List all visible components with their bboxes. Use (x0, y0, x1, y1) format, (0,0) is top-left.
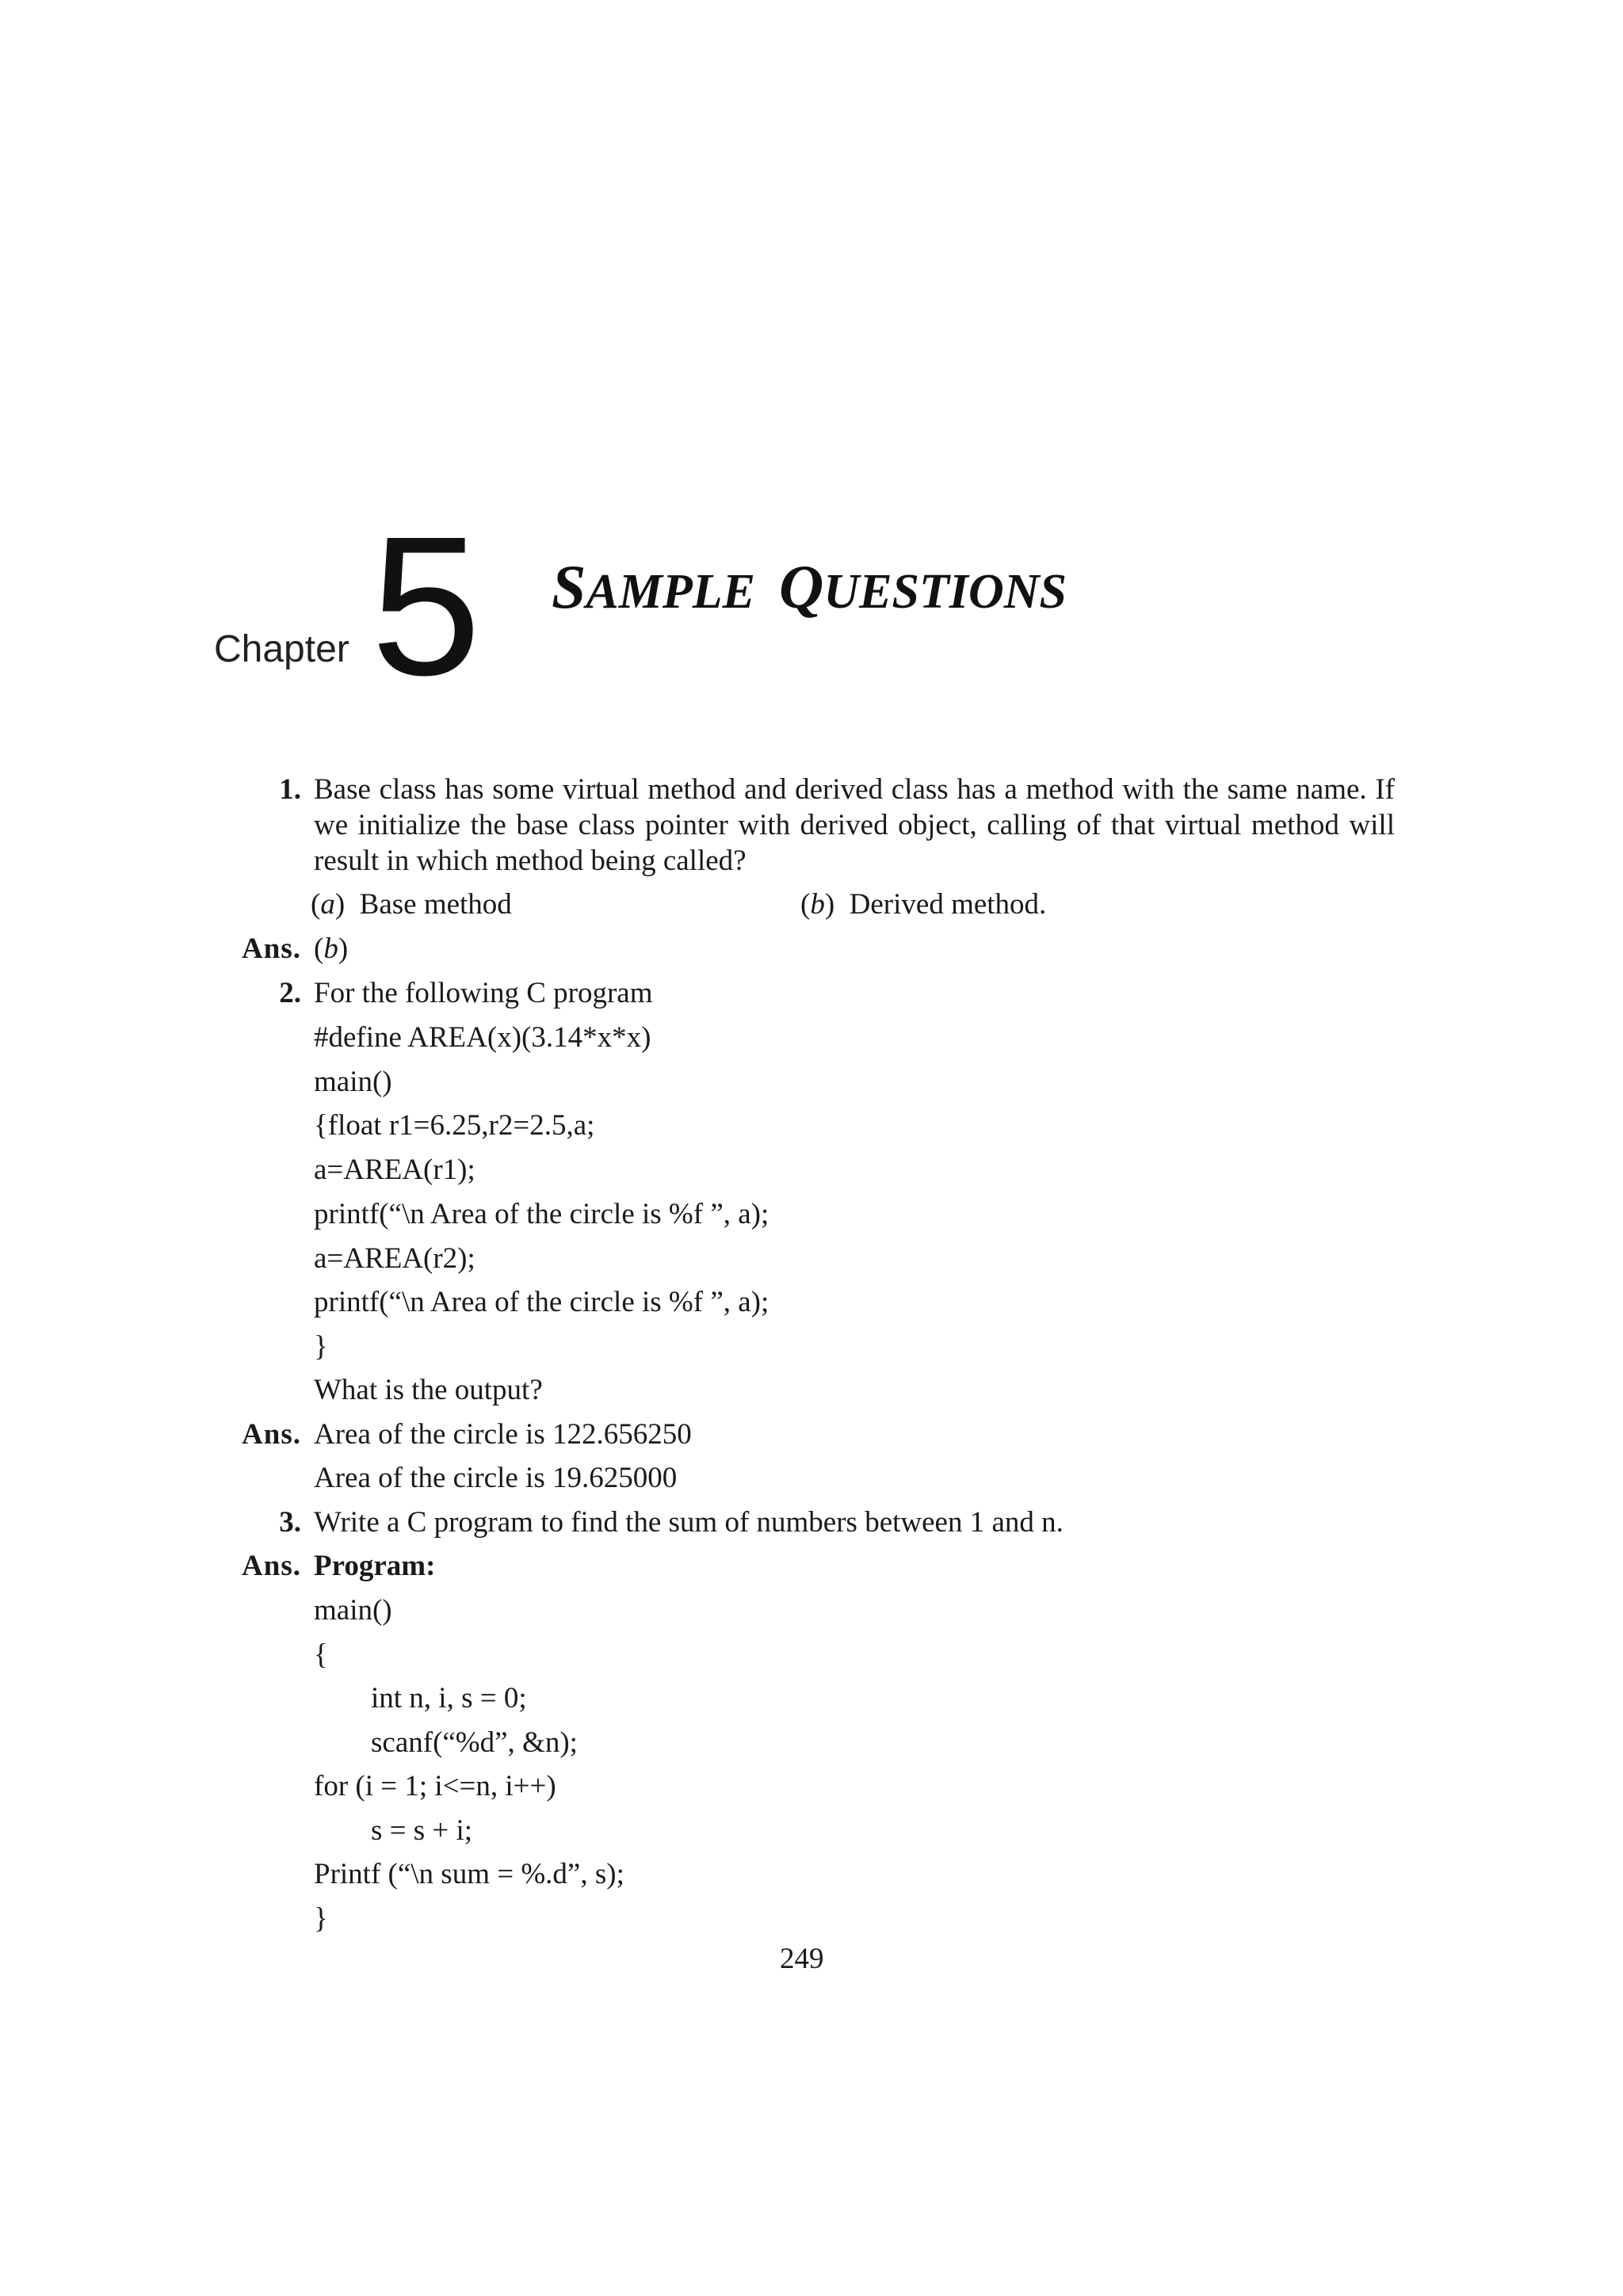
code-line: scanf(“%d”, &n); (371, 1726, 578, 1759)
option-label: b (810, 888, 825, 921)
option-text: Base method (359, 888, 512, 921)
answer-label: Ans. (242, 933, 301, 965)
option-b: (b) Derived method. (800, 888, 1047, 921)
code-line: a=AREA(r2); (314, 1242, 475, 1275)
option-label: a (320, 888, 335, 921)
question-text-line: For the following C program (314, 977, 653, 1009)
code-line: int n, i, s = 0; (371, 1682, 527, 1714)
code-line: a=AREA(r1); (314, 1154, 475, 1186)
code-line: #define AREA(x)(3.14*x*x) (314, 1021, 651, 1054)
answer-label: Ans. (242, 1418, 301, 1451)
title-initial: S (552, 552, 586, 621)
answer-option: b (323, 933, 338, 965)
answer-line: Area of the circle is 122.656250 (314, 1418, 692, 1451)
code-line: } (314, 1330, 328, 1363)
chapter-label: Chapter (214, 628, 349, 670)
question-number: 1. (279, 773, 301, 806)
answer-label: Ans. (242, 1550, 301, 1582)
question-text-line: Base class has some virtual method and derived class has a method with the same name. If (314, 773, 1395, 806)
question-number: 3. (279, 1506, 301, 1539)
answer-text: (b) (314, 933, 349, 965)
code-line: main() (314, 1066, 392, 1098)
code-line: for (i = 1; i<=n, i++) (314, 1770, 556, 1802)
question-prompt: What is the output? (314, 1374, 543, 1406)
code-line: { (314, 1638, 328, 1671)
code-line: s = s + i; (371, 1814, 473, 1847)
title-rest: AMPLE (586, 565, 755, 619)
code-line: printf(“\n Area of the circle is %f ”, a); (314, 1286, 769, 1318)
question-text-line: Write a C program to find the sum of numbers between 1 and n. (314, 1506, 1064, 1539)
option-a: (a) Base method (311, 888, 512, 921)
question-number: 2. (279, 977, 301, 1009)
title-initial: Q (778, 552, 824, 621)
page-number: 249 (780, 1943, 824, 1975)
code-line: main() (314, 1594, 392, 1627)
question-text-line: we initialize the base class pointer with derived object, calling of that virtual method will (314, 809, 1395, 841)
chapter-title (552, 552, 1067, 621)
code-line: } (314, 1902, 328, 1935)
code-line: printf(“\n Area of the circle is %f ”, a); (314, 1198, 769, 1230)
question-text-line: result in which method being called? (314, 845, 747, 877)
answer-line: Area of the circle is 19.625000 (314, 1462, 678, 1494)
option-text: Derived method. (849, 888, 1047, 921)
answer-heading: Program: (314, 1550, 436, 1582)
code-line: Printf (“\n sum = %.d”, s); (314, 1858, 624, 1890)
chapter-number: 5 (371, 495, 482, 716)
title-rest: UESTIONS (823, 565, 1067, 619)
code-line: {float r1=6.25,r2=2.5,a; (314, 1109, 595, 1142)
